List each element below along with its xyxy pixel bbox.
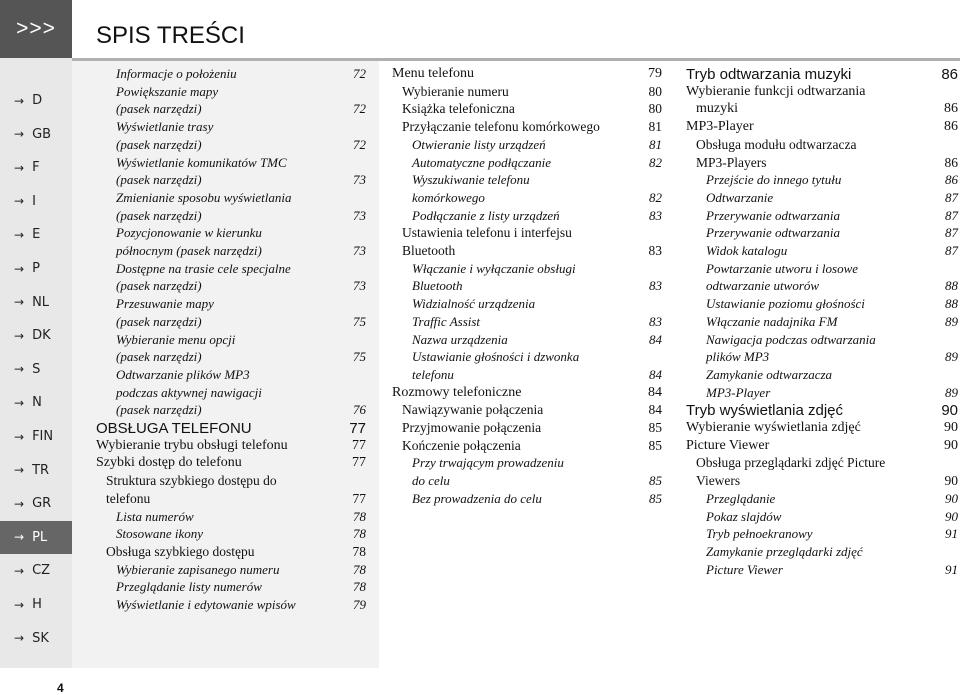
toc-entry[interactable] bbox=[686, 66, 958, 83]
toc-entry[interactable] bbox=[696, 137, 958, 153]
toc-entry[interactable] bbox=[116, 579, 366, 595]
toc-entry-page: 86 bbox=[944, 101, 958, 117]
toc-entry[interactable] bbox=[686, 84, 958, 100]
toc-entry[interactable] bbox=[116, 190, 366, 206]
toc-entry-page: 83 bbox=[649, 278, 662, 294]
toc-entry[interactable] bbox=[96, 420, 366, 437]
toc-entry-title: MP3-Player bbox=[706, 384, 771, 400]
arrow-right-icon: → bbox=[14, 631, 25, 646]
arrow-right-icon: → bbox=[14, 429, 25, 444]
toc-entry-page: 75 bbox=[353, 349, 366, 365]
toc-entry-page: 90 bbox=[945, 490, 958, 506]
toc-entry[interactable] bbox=[116, 119, 366, 135]
toc-entry-page: 83 bbox=[649, 313, 662, 329]
toc-entry-title: Nawiązywanie połączenia bbox=[402, 402, 544, 418]
nav-arrows[interactable]: >>> bbox=[0, 0, 72, 58]
toc-entry-title: Automatyczne podłączanie bbox=[412, 154, 551, 170]
toc-entry-page: 72 bbox=[353, 136, 366, 152]
toc-entry[interactable] bbox=[116, 349, 366, 365]
toc-entry-title: Wyświetlanie i edytowanie wpisów bbox=[116, 597, 296, 612]
toc-entry[interactable] bbox=[706, 261, 958, 277]
toc-entry[interactable] bbox=[116, 597, 366, 613]
toc-entry[interactable] bbox=[402, 84, 662, 100]
language-tab-gb[interactable] bbox=[0, 118, 72, 151]
toc-entry-title: Picture Viewer bbox=[706, 561, 783, 577]
arrow-right-icon: → bbox=[14, 395, 25, 410]
toc-entry[interactable] bbox=[412, 172, 662, 188]
toc-entry[interactable] bbox=[412, 367, 662, 383]
toc-entry-title: Obsługa przeglądarki zdjęć Picture bbox=[696, 455, 886, 471]
toc-entry-page: 85 bbox=[649, 473, 662, 489]
arrow-right-icon: → bbox=[14, 362, 25, 377]
language-code: TR bbox=[32, 462, 50, 478]
toc-entry-title: Pokaz slajdów bbox=[706, 508, 782, 524]
language-code: I bbox=[32, 193, 36, 209]
toc-entry[interactable] bbox=[412, 349, 662, 365]
toc-entry[interactable] bbox=[412, 296, 662, 312]
toc-entry[interactable] bbox=[392, 66, 662, 82]
toc-entry-page: 84 bbox=[648, 384, 662, 400]
toc-entry[interactable] bbox=[412, 155, 662, 171]
toc-entry-title: Rozmowy telefoniczne bbox=[392, 384, 522, 400]
toc-entry-page: 90 bbox=[944, 420, 958, 435]
toc-entry[interactable] bbox=[402, 438, 662, 454]
toc-entry[interactable] bbox=[412, 491, 662, 507]
language-tab-tr[interactable] bbox=[0, 454, 72, 487]
toc-entry-title: Zmienianie sposobu wyświetlania bbox=[116, 189, 292, 205]
toc-entry-page: 79 bbox=[353, 597, 366, 612]
toc-entry-page: 90 bbox=[944, 437, 958, 453]
toc-entry-title: Przerywanie odtwarzania bbox=[706, 207, 840, 223]
arrow-right-icon: → bbox=[14, 597, 25, 612]
toc-entry[interactable] bbox=[106, 544, 366, 560]
language-tab-pl[interactable] bbox=[0, 521, 72, 554]
toc-entry[interactable] bbox=[116, 261, 366, 277]
toc-entry-page: 79 bbox=[648, 66, 662, 81]
toc-entry-page: 77 bbox=[349, 420, 366, 437]
toc-entry-title: Przeglądanie listy numerów bbox=[116, 579, 262, 595]
toc-entry[interactable] bbox=[686, 119, 958, 135]
toc-entry[interactable] bbox=[686, 438, 958, 454]
language-code: GR bbox=[32, 496, 52, 512]
toc-entry-title: Viewers bbox=[696, 473, 741, 489]
language-tab-i[interactable] bbox=[0, 185, 72, 218]
toc-entry[interactable] bbox=[706, 314, 958, 330]
language-tab-sk[interactable] bbox=[0, 622, 72, 655]
toc-entry[interactable] bbox=[116, 101, 366, 117]
language-code: FIN bbox=[32, 429, 54, 444]
toc-entry-page: 72 bbox=[353, 101, 366, 117]
toc-entry-page: 81 bbox=[648, 119, 662, 135]
toc-entry-page: 86 bbox=[945, 172, 958, 188]
toc-entry[interactable] bbox=[116, 155, 366, 171]
toc-entry-title: Dostępne na trasie cele specjalne bbox=[116, 260, 291, 276]
arrow-right-icon: → bbox=[14, 563, 25, 578]
language-code: F bbox=[32, 160, 40, 176]
toc-entry[interactable] bbox=[402, 119, 662, 135]
toc-entry-page: 91 bbox=[945, 561, 958, 577]
language-code: CZ bbox=[32, 563, 51, 579]
toc-entry-title: Bluetooth bbox=[412, 278, 463, 294]
toc-entry-page: 87 bbox=[945, 207, 958, 223]
toc-entry-page: 78 bbox=[353, 526, 366, 542]
toc-entry[interactable] bbox=[412, 137, 662, 153]
language-code: N bbox=[32, 395, 42, 411]
language-code: DK bbox=[32, 328, 51, 344]
toc-entry-page: 88 bbox=[945, 278, 958, 294]
toc-entry-title: (pasek narzędzi) bbox=[116, 172, 202, 188]
toc-entry[interactable] bbox=[116, 526, 366, 542]
toc-entry-title: Przerywanie odtwarzania bbox=[706, 225, 840, 241]
toc-entry[interactable] bbox=[402, 225, 662, 241]
toc-entry-title: Powiększanie mapy bbox=[116, 83, 219, 99]
toc-entry-title: Nazwa urządzenia bbox=[412, 331, 508, 347]
toc-entry[interactable] bbox=[706, 172, 958, 188]
language-code: H bbox=[32, 597, 42, 612]
toc-entry-title: Wybieranie zapisanego numeru bbox=[116, 561, 280, 577]
toc-entry-title: (pasek narzędzi) bbox=[116, 136, 202, 152]
toc-entry[interactable] bbox=[402, 402, 662, 418]
toc-entry[interactable] bbox=[402, 101, 662, 117]
toc-entry[interactable] bbox=[116, 402, 366, 418]
language-tab-dk[interactable] bbox=[0, 319, 72, 352]
toc-entry-page: 81 bbox=[649, 136, 662, 152]
toc-entry-page: 82 bbox=[649, 154, 662, 170]
toc-entry-title: Wyszukiwanie telefonu bbox=[412, 172, 530, 188]
toc-entry-page: 73 bbox=[353, 243, 366, 258]
toc-entry-title: Przyłączanie telefonu komórkowego bbox=[402, 119, 600, 135]
toc-entry-title: Tryb pełnoekranowy bbox=[706, 526, 813, 542]
language-sidebar bbox=[0, 0, 72, 668]
toc-entry-page: 73 bbox=[353, 207, 366, 223]
toc-entry-page: 90 bbox=[945, 508, 958, 524]
language-tab-f[interactable] bbox=[0, 151, 72, 184]
toc-entry-title: Obsługa modułu odtwarzacza bbox=[696, 136, 857, 152]
toc-entry-title: Przy trwającym prowadzeniu bbox=[412, 455, 564, 471]
toc-entry-title: Odtwarzanie bbox=[706, 189, 774, 205]
toc-entry-page: 86 bbox=[944, 119, 958, 135]
toc-entry[interactable] bbox=[402, 420, 662, 436]
toc-entry-title: Lista numerów bbox=[116, 508, 194, 524]
toc-entry-title: Ustawianie głośności i dzwonka bbox=[412, 349, 580, 365]
toc-entry-title: Otwieranie listy urządzeń bbox=[412, 136, 546, 152]
arrow-right-icon: → bbox=[14, 194, 25, 209]
arrow-right-icon: → bbox=[14, 227, 25, 242]
toc-entry-page: 75 bbox=[353, 313, 366, 329]
toc-entry-title: Przesuwanie mapy bbox=[116, 296, 214, 312]
toc-entry[interactable] bbox=[412, 332, 662, 348]
toc-entry-title: Widok katalogu bbox=[706, 243, 788, 258]
toc-entry-title: Przyjmowanie połączenia bbox=[402, 420, 542, 435]
toc-entry[interactable] bbox=[412, 190, 662, 206]
toc-entry[interactable] bbox=[706, 208, 958, 224]
toc-entry-title: MP3-Player bbox=[686, 119, 754, 135]
toc-entry[interactable] bbox=[412, 473, 662, 489]
toc-entry-page: 80 bbox=[648, 83, 662, 99]
toc-entry-title: Pozycjonowanie w kierunku bbox=[116, 225, 262, 241]
arrow-right-icon: → bbox=[14, 127, 25, 142]
toc-entry-title: (pasek narzędzi) bbox=[116, 101, 202, 117]
toc-entry-page: 89 bbox=[945, 349, 958, 365]
toc-entry[interactable] bbox=[706, 385, 958, 401]
toc-entry-title: Szybki dostęp do telefonu bbox=[96, 455, 242, 471]
toc-entry-page: 84 bbox=[648, 402, 662, 418]
toc-entry[interactable] bbox=[116, 332, 366, 348]
toc-entry-page: 73 bbox=[353, 278, 366, 294]
arrow-right-icon: → bbox=[14, 295, 25, 310]
toc-entry[interactable] bbox=[412, 455, 662, 471]
toc-entry-title: do celu bbox=[412, 473, 450, 489]
toc-entry-title: plików MP3 bbox=[706, 349, 770, 365]
toc-entry-title: Odtwarzanie plików MP3 bbox=[116, 366, 250, 382]
toc-entry[interactable] bbox=[392, 385, 662, 401]
toc-entry[interactable] bbox=[412, 278, 662, 294]
toc-entry-title: Wyświetlanie komunikatów TMC bbox=[116, 154, 287, 170]
language-code: NL bbox=[32, 294, 50, 310]
toc-entry[interactable] bbox=[412, 208, 662, 224]
language-code: P bbox=[32, 261, 40, 276]
toc-entry-page: 87 bbox=[945, 243, 958, 258]
arrow-right-icon: → bbox=[14, 261, 25, 276]
toc-entry-title: Przeglądanie bbox=[706, 490, 776, 506]
toc-entry-title: (pasek narzędzi) bbox=[116, 278, 202, 294]
toc-entry[interactable] bbox=[686, 420, 958, 436]
arrow-right-icon: → bbox=[14, 496, 25, 511]
toc-entry[interactable] bbox=[402, 243, 662, 259]
toc-entry-page: 78 bbox=[353, 508, 366, 524]
toc-entry[interactable] bbox=[116, 509, 366, 525]
toc-entry-page: 72 bbox=[353, 66, 366, 81]
toc-entry[interactable] bbox=[116, 562, 366, 578]
toc-entry[interactable] bbox=[116, 278, 366, 294]
toc-entry[interactable] bbox=[116, 296, 366, 312]
toc-entry-title: północnym (pasek narzędzi) bbox=[116, 243, 262, 258]
toc-entry[interactable] bbox=[706, 296, 958, 312]
toc-entry-page: 77 bbox=[352, 437, 366, 453]
arrow-right-icon: → bbox=[14, 463, 25, 478]
arrow-right-icon: → bbox=[14, 93, 25, 108]
language-tab-d[interactable] bbox=[0, 84, 72, 117]
toc-entry-page: 78 bbox=[353, 561, 366, 577]
toc-entry[interactable] bbox=[696, 101, 958, 117]
language-code: D bbox=[32, 93, 43, 108]
toc-entry-page: 89 bbox=[945, 313, 958, 329]
toc-entry[interactable] bbox=[706, 243, 958, 259]
toc-entry-page: 82 bbox=[649, 189, 662, 205]
toc-entry-page: 90 bbox=[941, 402, 958, 420]
toc-entry-title: Bez prowadzenia do celu bbox=[412, 490, 542, 506]
toc-entry-title: Nawigacja podczas odtwarzania bbox=[706, 331, 876, 347]
toc-entry-page: 77 bbox=[352, 455, 366, 471]
toc-entry-title: komórkowego bbox=[412, 189, 485, 205]
toc-entry-title: Stosowane ikony bbox=[116, 526, 204, 542]
toc-entry-title: Ustawianie poziomu głośności bbox=[706, 296, 865, 312]
toc-entry-title: Struktura szybkiego dostępu do bbox=[106, 473, 277, 489]
toc-entry-page: 85 bbox=[649, 490, 662, 506]
toc-entry[interactable] bbox=[116, 385, 366, 401]
toc-entry-page: 84 bbox=[649, 366, 662, 382]
toc-entry[interactable] bbox=[706, 349, 958, 365]
toc-entry-title: podczas aktywnej nawigacji bbox=[116, 384, 262, 400]
toc-entry-page: 76 bbox=[353, 402, 366, 418]
language-code: GB bbox=[32, 126, 52, 142]
toc-entry[interactable] bbox=[706, 509, 958, 525]
toc-entry-page: 78 bbox=[353, 579, 366, 595]
toc-entry-page: 87 bbox=[945, 189, 958, 205]
page-title: SPIS TREŚCI bbox=[96, 22, 245, 49]
toc-entry-title: (pasek narzędzi) bbox=[116, 349, 202, 365]
toc-entry[interactable] bbox=[706, 190, 958, 206]
toc-entry-title: Widzialność urządzenia bbox=[412, 296, 536, 312]
toc-entry-title: telefonu bbox=[412, 366, 454, 382]
toc-entry-title: Informacje o położeniu bbox=[116, 66, 237, 81]
language-code: E bbox=[32, 227, 41, 243]
toc-entry-page: 89 bbox=[945, 384, 958, 400]
toc-entry[interactable] bbox=[96, 438, 366, 454]
toc-entry-page: 77 bbox=[352, 490, 366, 506]
toc-entry-page: 87 bbox=[945, 225, 958, 241]
toc-entry[interactable] bbox=[706, 225, 958, 241]
toc-entry-page: 91 bbox=[945, 526, 958, 542]
language-code: S bbox=[32, 361, 41, 377]
toc-entry-title: Picture Viewer bbox=[686, 437, 770, 453]
toc-entry-page: 90 bbox=[944, 473, 958, 489]
toc-entry[interactable] bbox=[116, 172, 366, 188]
toc-entry-title: Traffic Assist bbox=[412, 313, 481, 329]
toc-entry[interactable] bbox=[706, 367, 958, 383]
toc-entry-title: (pasek narzędzi) bbox=[116, 402, 202, 418]
toc-entry-title: Książka telefoniczna bbox=[402, 101, 515, 117]
toc-entry[interactable] bbox=[96, 455, 366, 471]
toc-entry[interactable] bbox=[116, 66, 366, 82]
toc-entry-title: Ustawienia telefonu i interfejsu bbox=[402, 225, 572, 241]
language-tab-cz[interactable] bbox=[0, 554, 72, 587]
toc-entry-title: (pasek narzędzi) bbox=[116, 313, 202, 329]
language-tab-s[interactable] bbox=[0, 353, 72, 386]
toc-entry[interactable] bbox=[696, 473, 958, 489]
toc-entry[interactable] bbox=[106, 473, 366, 489]
toc-entry[interactable] bbox=[696, 155, 958, 171]
toc-entry[interactable] bbox=[116, 208, 366, 224]
toc-entry-title: Podłączanie z listy urządzeń bbox=[412, 207, 560, 223]
toc-entry-title: Włączanie nadajnika FM bbox=[706, 313, 838, 329]
toc-entry-page: 85 bbox=[648, 437, 662, 453]
toc-entry[interactable] bbox=[116, 243, 366, 259]
toc-entry-title: Tryb wyświetlania zdjęć bbox=[686, 402, 843, 420]
toc-entry-page: 80 bbox=[648, 101, 662, 117]
toc-entry-title: Wybieranie menu opcji bbox=[116, 331, 236, 347]
toc-entry-page: 88 bbox=[945, 296, 958, 312]
toc-entry[interactable] bbox=[106, 491, 366, 507]
toc-entry-title: odtwarzanie utworów bbox=[706, 278, 820, 294]
toc-entry-title: Wybieranie wyświetlania zdjęć bbox=[686, 420, 861, 435]
toc-entry-page: 73 bbox=[353, 172, 366, 188]
toc-entry[interactable] bbox=[706, 332, 958, 348]
toc-entry[interactable] bbox=[706, 562, 958, 578]
language-tab-e[interactable] bbox=[0, 218, 72, 251]
toc-entry-title: Zamykanie odtwarzacza bbox=[706, 366, 833, 382]
toc-entry-title: Włączanie i wyłączanie obsługi bbox=[412, 260, 576, 276]
toc-entry-title: muzyki bbox=[696, 101, 738, 117]
arrow-right-icon: → bbox=[14, 530, 25, 545]
language-tab-h[interactable] bbox=[0, 588, 72, 621]
toc-entry[interactable] bbox=[116, 137, 366, 153]
language-code: PL bbox=[32, 529, 48, 545]
toc-entry-title: Obsługa szybkiego dostępu bbox=[106, 543, 255, 559]
toc-entry-title: Menu telefonu bbox=[392, 66, 475, 81]
toc-entry-title: Powtarzanie utworu i losowe bbox=[706, 260, 859, 276]
toc-entry[interactable] bbox=[412, 261, 662, 277]
toc-entry[interactable] bbox=[116, 225, 366, 241]
toc-entry-page: 84 bbox=[649, 331, 662, 347]
toc-entry-page: 85 bbox=[648, 420, 662, 435]
language-tab-n[interactable] bbox=[0, 386, 72, 419]
toc-entry[interactable] bbox=[116, 314, 366, 330]
language-tab-nl[interactable] bbox=[0, 286, 72, 319]
toc-entry-title: Wybieranie trybu obsługi telefonu bbox=[96, 437, 288, 453]
toc-entry[interactable] bbox=[706, 278, 958, 294]
toc-entry-title: Kończenie połączenia bbox=[402, 437, 521, 453]
toc-entry-title: (pasek narzędzi) bbox=[116, 207, 202, 223]
toc-entry-page: 86 bbox=[944, 154, 958, 170]
toc-entry-title: Wybieranie numeru bbox=[402, 83, 509, 99]
toc-entry-title: Wyświetlanie trasy bbox=[116, 119, 214, 135]
toc-entry-title: Tryb odtwarzania muzyki bbox=[686, 66, 852, 83]
toc-entry[interactable] bbox=[706, 526, 958, 542]
toc-entry[interactable] bbox=[116, 84, 366, 100]
language-tab-p[interactable] bbox=[0, 252, 72, 285]
toc-entry[interactable] bbox=[412, 314, 662, 330]
arrow-right-icon: → bbox=[14, 160, 25, 175]
toc-entry-title: Przejście do innego tytułu bbox=[706, 172, 842, 188]
toc-entry-title: Zamykanie przeglądarki zdjęć bbox=[706, 543, 863, 559]
toc-entry[interactable] bbox=[706, 491, 958, 507]
language-tab-fin[interactable] bbox=[0, 420, 72, 453]
toc-entry[interactable] bbox=[696, 455, 958, 471]
toc-entry[interactable] bbox=[706, 544, 958, 560]
toc-entry-title: telefonu bbox=[106, 490, 151, 506]
toc-entry-page: 83 bbox=[648, 243, 662, 258]
toc-entry-page: 78 bbox=[352, 543, 366, 559]
arrow-right-icon: → bbox=[14, 328, 25, 343]
language-code: SK bbox=[32, 630, 49, 646]
toc-entry-page: 86 bbox=[941, 66, 958, 83]
toc-entry[interactable] bbox=[116, 367, 366, 383]
toc-entry-title: Wybieranie funkcji odtwarzania bbox=[686, 83, 866, 99]
toc-entry[interactable] bbox=[686, 402, 958, 419]
toc-entry-page: 83 bbox=[649, 207, 662, 223]
toc-entry-title: Bluetooth bbox=[402, 243, 456, 258]
page-number: 4 bbox=[57, 681, 64, 695]
language-tab-gr[interactable] bbox=[0, 487, 72, 520]
toc-entry-title: MP3-Players bbox=[696, 154, 767, 170]
toc-entry-title: OBSŁUGA TELEFONU bbox=[96, 420, 252, 437]
